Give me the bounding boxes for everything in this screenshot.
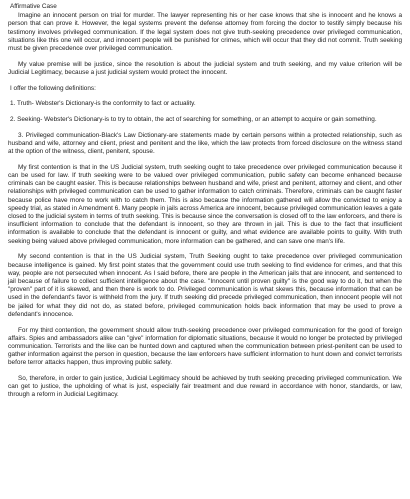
intro-paragraph: Imagine an innocent person on trial for murder. The lawyer representing his or her case knows that she is innocent and he knows a person that can prove it. However, the legal systems prevent the defense attorney from forcing the doctor to testify simply because his testimony involves privileged communication. If the legal system does not give truth-seeking precedence over privileged communication, situations like this one will occur, and innocent people will be punished for crimes, which will occur that they did not commit. Truth seeking must be given precedence over privileged communication. (8, 12, 402, 53)
contention-3-paragraph: For my third contention, the government should allow truth-seeking precedence over privileged communication for the good of foreign affairs. Spies and ambassadors alike can "give" information for diplomatic situations, because it would no longer be protected by privileged communication. Terrorists and the like can be hunted down and captured when the communication between priest-penitent can be used to gather information against the person in question, because the law enforcers have sufficient information to hunt down and convict terrorists before terror attacks happen, thus improving public safety. (8, 326, 402, 367)
conclusion-paragraph: So, therefore, in order to gain justice, Judicial Legitimacy should be achieved by truth seeking preceding privileged communication. We can get to justice, the upholding of what is just, especially fair treatment and due reward in accordance with honor, standards, or law, through a reform in Judicial Legitimacy. (8, 375, 402, 399)
definitions-intro: I offer the following definitions: (10, 84, 96, 92)
definition-privileged-communication: 3. Privileged communication-Black's Law Dictionary-are statements made by certain persons within a protected relationship, such as husband and wife, attorney and client, priest and penitent and the like, which the law protects from forced disclosure on the witness stand at the option of the witness, client, penitent, spouse. (8, 131, 402, 156)
definition-truth: 1. Truth- Webster's Dictionary-is the conformity to fact or actuality. (10, 100, 196, 108)
contention-1-paragraph: My first contention is that in the US Judicial system, truth seeking ought to take precedence over privileged communication because it can be used for law. If truth seeking were to be valued over privileged communication, public safety can become enhanced because criminals can be caught easier. This is because relationships between husband and wife, priest and penitent, attorney and client, and other relationships with privileged communication can be used to gather information to catch criminals. Therefore, criminals can be caught faster because police have more to work with to catch them. This is also because the information gathered will allow the convicted to enjoy a speedy trial, as stated in Amendment 6. Many people in jails across America are innocent, because privileged communication leaves a gate closed to the judicial system in terms of truth seeking. This is because since the conversation is closed off to the law enforcers, and there is insufficient information to conclude that the defendant is innocent, so they are thrown in jail. This is due to the fact that insufficient information is available to conclude that the defendant is innocent or guilty, and what evidence are available points to guilty. With truth seeking being valued above privileged communication, more information can be gathered, and can save one man's life. (8, 163, 402, 245)
essay-title: Affirmative Case (10, 3, 57, 10)
definition-seeking: 2. Seeking- Webster's Dictionary-is to try to obtain, the act of searching for something, or an attempt to acquire or gain something. (10, 116, 377, 124)
value-premise-paragraph: My value premise will be justice, since the resolution is about the judicial system and truth seeking, and my value criterion will be Judicial Legitimacy, because a just judicial system would protect the innocent. (8, 60, 402, 76)
contention-2-paragraph: My second contention is that in the US Judicial system, Truth Seeking ought to take precedence over privileged communication because intelligence is gained. My first point states that the government could use truth seeking to find evidence for crimes, and that this way, people are not persecuted when innocent. As I said before, there are people in the American jails that are innocent, and sentenced to jail because of failure to collect sufficient intelligence about the case. "Innocent until proven guilty" is the good way to do it, but when the "proven" part of it is skewed, and then there is work to do. Privileged communication is what skews this, because information that can be used in the defendant's favor is withheld from the jury. If truth seeking did precede privileged communication, then innocent people will not be jailed for what they did not do, as stated before, privileged communication holds back information that may be used to prove a defendant's innocence. (8, 253, 402, 318)
